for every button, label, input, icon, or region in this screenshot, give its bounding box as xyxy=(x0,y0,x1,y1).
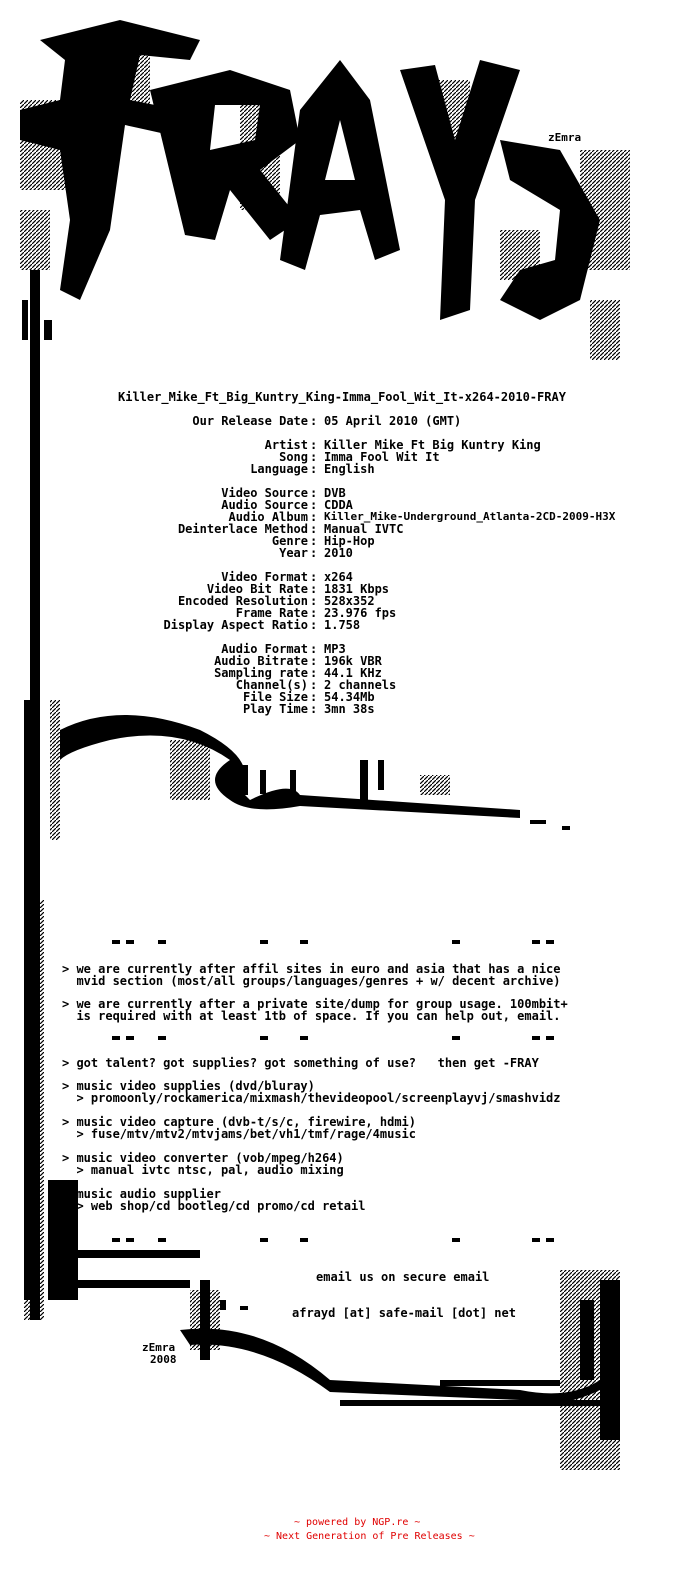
info-label: Frame Rate xyxy=(235,606,308,620)
info-sep: : xyxy=(310,594,318,608)
info-value: 2 channels xyxy=(324,678,397,692)
info-sep: : xyxy=(310,498,318,512)
info-sep: : xyxy=(310,534,318,548)
note-capture-line2: > fuse/mtv/mtv2/mtvjams/bet/vh1/tmf/rage/4music xyxy=(62,1127,417,1141)
note-supplies-line2: > promoonly/rockamerica/mixmash/thevideopool/screenplayvj/smashvidz xyxy=(62,1091,561,1105)
info-value: Hip-Hop xyxy=(324,534,375,548)
info-value: x264 xyxy=(324,570,353,584)
info-label: Sampling rate xyxy=(214,666,308,680)
info-value: Imma Fool Wit It xyxy=(324,450,440,464)
info-sep: : xyxy=(310,450,318,464)
info-value: 23.976 fps xyxy=(324,606,397,620)
info-value: Killer Mike Ft Big Kuntry King xyxy=(324,438,541,452)
info-label: Video Bit Rate xyxy=(206,582,308,596)
info-sep: : xyxy=(310,486,318,500)
info-label: Song xyxy=(279,450,308,464)
note-supplies-line1: > music video supplies (dvd/bluray) xyxy=(62,1079,315,1093)
info-sep: : xyxy=(310,618,318,632)
info-label: Video Source xyxy=(221,486,308,500)
info-label: Our Release Date xyxy=(192,414,308,428)
info-sep: : xyxy=(310,438,318,452)
info-sep: : xyxy=(310,582,318,596)
info-label: Year xyxy=(279,546,308,560)
info-value: Manual IVTC xyxy=(324,522,404,536)
info-value: CDDA xyxy=(324,498,353,512)
info-value: 196k VBR xyxy=(324,654,382,668)
note-audio-line2: > web shop/cd bootleg/cd promo/cd retail xyxy=(62,1199,366,1213)
info-value: Killer_Mike-Underground_Atlanta-2CD-2009-H3X xyxy=(324,510,616,523)
info-label: Display Aspect Ratio xyxy=(163,618,308,632)
release-name: Killer_Mike_Ft_Big_Kuntry_King-Imma_Fool_Wit_It-x264-2010-FRAY xyxy=(118,390,566,404)
note-affil-line2: mvid section (most/all groups/languages/genres + w/ decent archive) xyxy=(62,974,561,988)
header-signature: zEmra xyxy=(548,131,582,144)
info-label: Channel(s) xyxy=(235,678,308,692)
note-audio-line1: > music audio supplier xyxy=(62,1187,221,1201)
info-label: Play Time xyxy=(242,702,308,716)
note-affil-line1: > we are currently after affil sites in euro and asia that has a nice xyxy=(62,962,561,976)
info-sep: : xyxy=(310,546,318,560)
info-sep: : xyxy=(310,510,318,524)
info-label: Artist xyxy=(264,438,308,452)
info-value: MP3 xyxy=(324,642,346,656)
info-value: 2010 xyxy=(324,546,353,560)
info-value: 1831 Kbps xyxy=(324,582,390,596)
info-sep: : xyxy=(310,666,318,680)
info-value: 05 April 2010 (GMT) xyxy=(324,414,462,428)
info-label: Audio Format xyxy=(221,642,308,656)
divider-swirl xyxy=(60,715,570,830)
contact-heading: email us on secure email xyxy=(316,1270,490,1284)
bottom-swirl xyxy=(180,1280,620,1440)
info-value: 528x352 xyxy=(324,594,375,608)
info-sep: : xyxy=(310,642,318,656)
info-sep: : xyxy=(310,462,318,476)
info-sep: : xyxy=(310,690,318,704)
powered-by-line1: ~ powered by NGP.re ~ xyxy=(294,1517,421,1528)
info-sep: : xyxy=(310,522,318,536)
contact-email: afrayd [at] safe-mail [dot] net xyxy=(292,1306,516,1320)
note-dump-line2: is required with at least 1tb of space. If you can help out, email. xyxy=(62,1009,561,1023)
info-sep: : xyxy=(310,606,318,620)
info-sep: : xyxy=(310,414,318,428)
info-value: 44.1 KHz xyxy=(324,666,382,680)
info-label: Genre xyxy=(271,534,308,548)
info-value: 1.758 xyxy=(324,618,361,632)
info-label: Deinterlace Method xyxy=(177,522,308,536)
info-sep: : xyxy=(310,570,318,584)
info-value: 3mn 38s xyxy=(324,702,375,716)
info-value: English xyxy=(324,462,375,476)
info-label: Language xyxy=(250,462,308,476)
note-talent: > got talent? got supplies? got something of use? then get -FRAY xyxy=(62,1056,539,1070)
note-dump-line1: > we are currently after a private site/dump for group usage. 100mbit+ xyxy=(62,997,568,1011)
info-sep: : xyxy=(310,678,318,692)
info-label: Encoded Resolution xyxy=(177,594,308,608)
note-capture-line1: > music video capture (dvb-t/s/c, firewire, hdmi) xyxy=(62,1115,417,1129)
note-converter-line2: > manual ivtc ntsc, pal, audio mixing xyxy=(62,1163,344,1177)
footer-signature-name: zEmra xyxy=(142,1341,176,1354)
info-label: Audio Bitrate xyxy=(214,654,308,668)
note-converter-line1: > music video converter (vob/mpeg/h264) xyxy=(62,1151,344,1165)
powered-by-line2: ~ Next Generation of Pre Releases ~ xyxy=(264,1531,475,1542)
info-sep: : xyxy=(310,702,318,716)
info-value: 54.34Mb xyxy=(324,690,375,704)
info-label: Audio Album xyxy=(228,510,308,524)
info-label: Video Format xyxy=(221,570,308,584)
info-label: Audio Source xyxy=(221,498,308,512)
info-sep: : xyxy=(310,654,318,668)
footer-signature-year: 2008 xyxy=(150,1353,177,1366)
info-value: DVB xyxy=(324,486,346,500)
info-label: File Size xyxy=(242,690,308,704)
